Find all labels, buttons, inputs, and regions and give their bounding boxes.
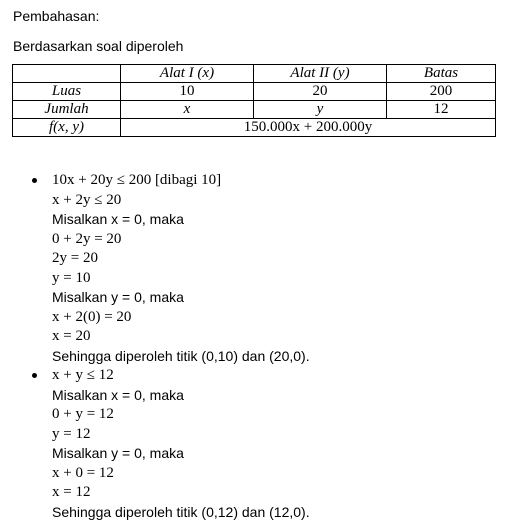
table-row-label: Luas <box>13 83 121 101</box>
table-header-cell <box>13 65 121 83</box>
table-header-cell: Alat II (y) <box>254 65 387 83</box>
bullet-icon <box>32 373 37 378</box>
step-conclusion: Sehingga diperoleh titik (0,12) dan (12,0). <box>52 503 310 520</box>
table-cell: y <box>254 101 387 119</box>
step-line: 0 + 2y = 20 <box>52 230 122 247</box>
table-cell: x <box>121 101 254 119</box>
table-row <box>13 101 496 119</box>
section-heading: Pembahasan: <box>13 8 100 24</box>
step-line: x + y ≤ 12 <box>52 367 114 383</box>
solution-steps <box>30 171 310 522</box>
objective-label: f(x, y) <box>13 119 121 137</box>
data-table <box>12 64 496 137</box>
table-cell: 12 <box>387 101 496 119</box>
step-line: x = 12 <box>52 484 91 500</box>
step-line: Misalkan y = 0, maka <box>52 289 184 305</box>
table-cell: 10 <box>121 83 254 101</box>
objective-function: 150.000x + 200.000y <box>121 119 496 137</box>
step-line: 2y = 20 <box>52 250 98 266</box>
step-line: 0 + y = 12 <box>52 406 114 422</box>
table-intro: Berdasarkan soal diperoleh <box>13 38 184 54</box>
step-line: x + 2y ≤ 20 <box>52 191 122 208</box>
table-cell: 200 <box>387 83 496 101</box>
step-line: Misalkan x = 0, maka <box>52 211 184 227</box>
table-cell: 20 <box>254 83 387 101</box>
constraint-2-steps <box>30 366 310 522</box>
bullet-icon <box>32 178 37 183</box>
step-line: Misalkan y = 0, maka <box>52 445 184 461</box>
table-row <box>13 119 496 137</box>
table-header-cell: Alat I (x) <box>121 65 254 83</box>
step-line: y = 10 <box>52 269 91 286</box>
step-line: x + 2(0) = 20 <box>52 308 132 325</box>
step-line: y = 12 <box>52 425 91 442</box>
table-header-row <box>13 65 496 83</box>
table-row-label: Jumlah <box>13 101 121 119</box>
constraint-1-steps <box>30 171 310 366</box>
step-line: x + 0 = 12 <box>52 464 114 481</box>
step-line: 10x + 20y ≤ 200 [dibagi 10] <box>52 172 222 188</box>
table-row <box>13 83 496 101</box>
step-conclusion: Sehingga diperoleh titik (0,10) dan (20,0). <box>52 347 310 364</box>
step-line: Misalkan x = 0, maka <box>52 386 184 403</box>
table-header-cell: Batas <box>387 65 496 83</box>
step-line: x = 20 <box>52 328 91 344</box>
